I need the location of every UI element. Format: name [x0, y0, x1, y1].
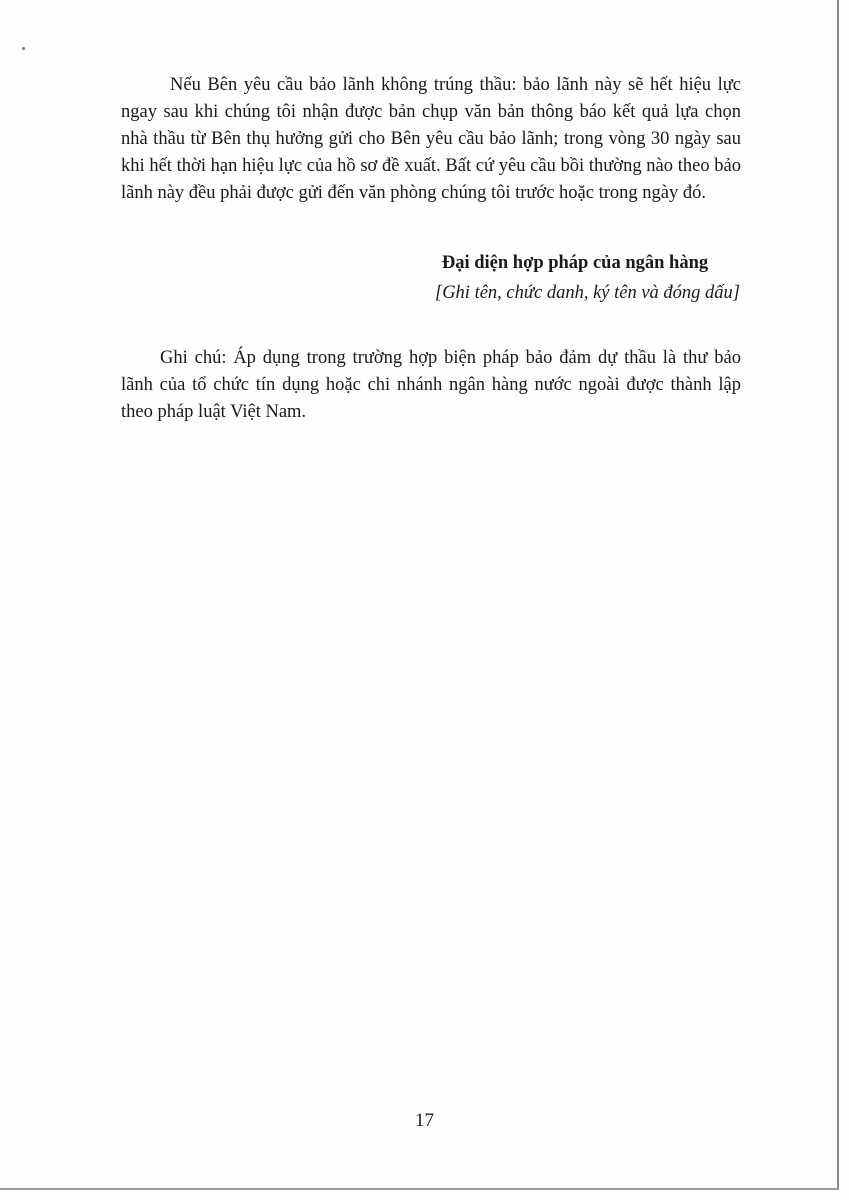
page-number: 17 [415, 1110, 434, 1131]
signature-title: Đại diện hợp pháp của ngân hàng [441, 253, 709, 273]
scan-edge-bottom [0, 1188, 839, 1190]
scan-edge-right [837, 0, 839, 1190]
signature-block [400, 250, 740, 307]
signature-instruction: [Ghi tên, chức danh, ký tên và đóng dấu] [435, 283, 740, 303]
scan-speck [22, 47, 25, 50]
paragraph-guarantee-expiry: Nếu Bên yêu cầu bảo lãnh không trúng thầu: bảo lãnh này sẽ hết hiệu lực ngay sau khi chúng tôi nhận được bản chụp văn bản thông báo kết quả lựa chọn nhà thầu từ Bên thụ hưởng gửi cho Bên yêu cầu bảo lãnh; trong vòng 30 ngày sau khi hết thời hạn hiệu lực của hồ sơ đề xuất. Bất cứ yêu cầu bồi thường nào theo bảo lãnh này đều phải được gửi đến văn phòng chúng tôi trước hoặc trong ngày đó. [121, 75, 741, 203]
note-paragraph: Ghi chú: Áp dụng trong trường hợp biện pháp bảo đảm dự thầu là thư bảo lãnh của tổ chức tín dụng hoặc chi nhánh ngân hàng nước ngoài được thành lập theo pháp luật Việt Nam. [121, 348, 741, 422]
